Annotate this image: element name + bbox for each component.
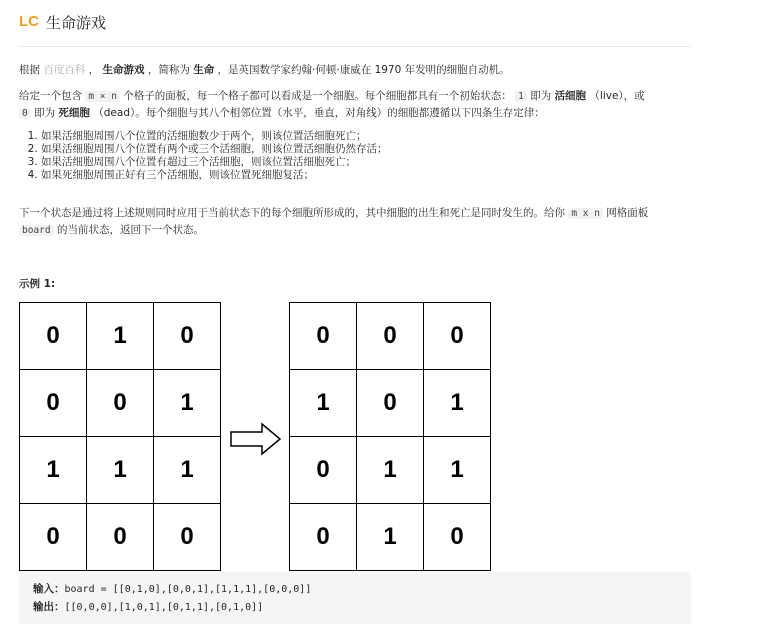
output-board-cell: 0 [290, 303, 357, 370]
output-board-cell: 0 [290, 437, 357, 504]
input-board-cell: 1 [87, 303, 154, 370]
inline-code: 1 [515, 91, 527, 102]
intro-paragraph [19, 62, 510, 79]
desc-bold: 死细胞 [58, 107, 90, 119]
input-value: board = [[0,1,0],[0,0,1],[1,1,1],[0,0,0]] [64, 584, 312, 595]
example-output-line [33, 599, 263, 614]
input-board-grid [19, 302, 221, 571]
input-board-cell: 0 [20, 370, 87, 437]
output-board-cell: 1 [424, 370, 491, 437]
list-item: 1. 如果活细胞周围八个位置的活细胞数少于两个，则该位置活细胞死亡； [41, 130, 388, 143]
desc-text: （dead）。每个细胞与其八个相邻位置（水平，垂直，对角线）的细胞都遵循以下四条生存定律： [89, 107, 545, 119]
list-item: 4. 如果死细胞周围正好有三个活细胞，则该位置死细胞复活； [41, 169, 388, 182]
next-state-paragraph-line1 [19, 205, 648, 222]
input-label: 输入： [33, 583, 65, 595]
output-board-cell: 0 [290, 504, 357, 571]
list-item: 3. 如果活细胞周围八个位置有超过三个活细胞，则该位置活细胞死亡； [41, 156, 388, 169]
input-board-cell: 1 [20, 437, 87, 504]
input-board-cell: 0 [87, 504, 154, 571]
desc-text: 给定一个包含 [19, 90, 86, 102]
input-board-cell: 0 [20, 303, 87, 370]
intro-bold: 生命 [193, 64, 215, 76]
intro-text: 根据 [19, 64, 44, 76]
inline-code: board [19, 225, 54, 236]
next-state-paragraph-line2 [19, 222, 204, 239]
input-board-cell: 0 [154, 303, 221, 370]
desc-text: （live），或 [586, 90, 645, 102]
example-io-block [19, 572, 691, 624]
example-input-line [33, 581, 311, 596]
desc-text: 即为 [526, 90, 555, 102]
rules-list [19, 130, 388, 182]
output-label: 输出： [33, 601, 65, 613]
desc-text: 网格面板 [602, 207, 649, 219]
intro-text: ，简称为 [144, 64, 194, 76]
right-arrow-icon [230, 422, 282, 456]
inline-code: 0 [19, 108, 31, 119]
desc-text: 即为 [30, 107, 59, 119]
intro-text: ， [85, 64, 103, 76]
description-paragraph-line2 [19, 105, 545, 122]
output-board-cell: 0 [424, 303, 491, 370]
output-board-cell: 1 [357, 504, 424, 571]
inline-code: m × n [85, 91, 120, 102]
page-title: 生命游戏 [46, 14, 107, 32]
intro-text: ，是英国数学家约翰·何顿·康威在 1970 年发明的细胞自动机。 [214, 64, 510, 76]
output-board-cell: 0 [357, 303, 424, 370]
description-paragraph-line1 [19, 88, 645, 105]
baidu-baike-link[interactable]: 百度百科 [43, 64, 86, 76]
input-board-cell: 0 [154, 504, 221, 571]
output-board-cell: 0 [357, 370, 424, 437]
intro-bold: 生命游戏 [102, 64, 145, 76]
desc-text: 个格子的面板，每一个格子都可以看成是一个细胞。每个细胞都具有一个初始状态： [119, 90, 516, 102]
output-board-cell: 1 [290, 370, 357, 437]
output-board-cell: 1 [357, 437, 424, 504]
output-board-grid [289, 302, 491, 571]
leetcode-logo[interactable]: LC [19, 13, 39, 30]
inline-code: m x n [568, 208, 603, 219]
desc-text: 的当前状态，返回下一个状态。 [53, 224, 204, 236]
output-value: [[0,0,0],[1,0,1],[0,1,1],[0,1,0]] [64, 602, 264, 613]
list-item: 2. 如果活细胞周围八个位置有两个或三个活细胞，则该位置活细胞仍然存活； [41, 143, 388, 156]
input-board-cell: 1 [87, 437, 154, 504]
input-board-cell: 1 [154, 370, 221, 437]
input-board-cell: 0 [20, 504, 87, 571]
example-title: 示例 1: [19, 278, 56, 290]
page-header [19, 10, 691, 47]
desc-text: 下一个状态是通过将上述规则同时应用于当前状态下的每个细胞所形成的，其中细胞的出生和死亡是同时发生的。给你 [19, 207, 569, 219]
output-board-cell: 0 [424, 504, 491, 571]
input-board-cell: 0 [87, 370, 154, 437]
desc-bold: 活细胞 [554, 90, 587, 102]
output-board-cell: 1 [424, 437, 491, 504]
input-board-cell: 1 [154, 437, 221, 504]
